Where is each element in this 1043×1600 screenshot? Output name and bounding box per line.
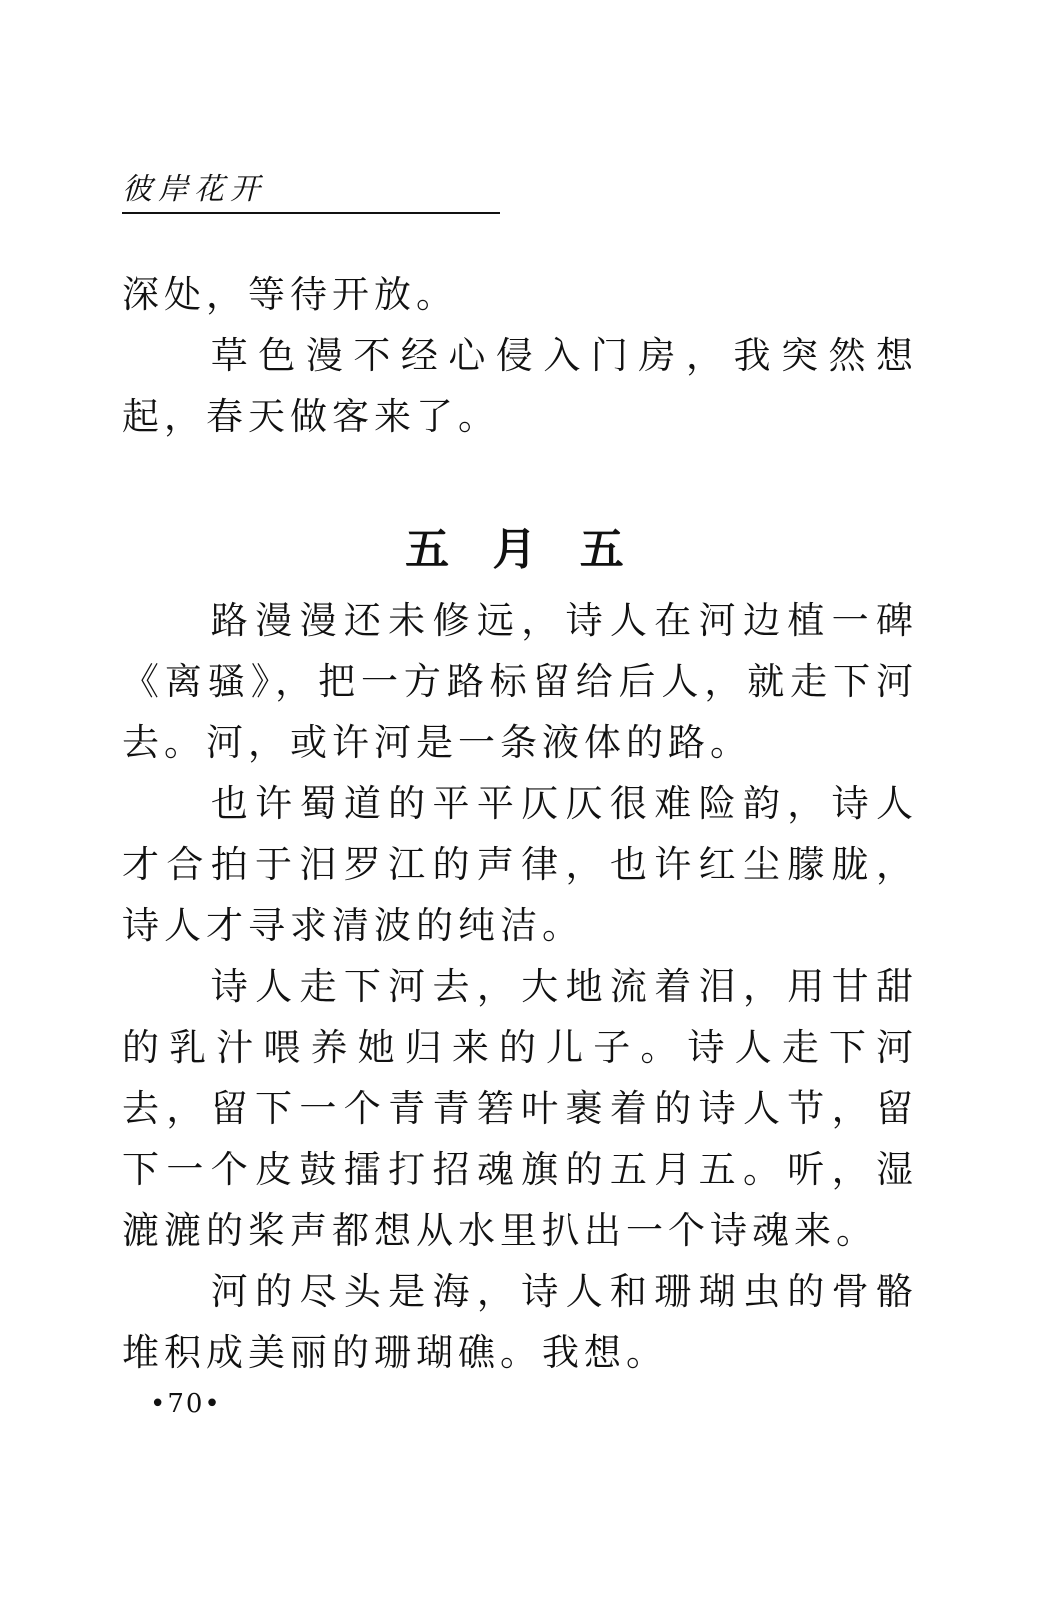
chapter-body <box>122 590 918 1383</box>
previous-section-text <box>122 264 918 447</box>
paragraph: 草色漫不经心侵入门房，我突然想起，春天做客来了。 <box>122 334 918 438</box>
paragraph: 诗人走下河去，大地流着泪，用甘甜的乳汁喂养她归来的儿子。诗人走下河去，留下一个青青箬叶裹着的诗人节，留下一个皮鼓擂打招魂旗的五月五。听，湿漉漉的桨声都想从水里扒出一个诗魂来。 <box>122 965 918 1252</box>
running-head: 彼岸花开 <box>122 172 266 207</box>
page-number: •70• <box>150 1389 222 1419</box>
chapter-title: 五 月 五 <box>405 524 638 575</box>
paragraph: 路漫漫还未修远，诗人在河边植一碑《离骚》，把一方路标留给后人，就走下河去。河，或许河是一条液体的路。 <box>122 599 918 764</box>
paragraph: 河的尽头是海，诗人和珊瑚虫的骨骼堆积成美丽的珊瑚礁。我想。 <box>122 1270 918 1374</box>
paragraph: 也许蜀道的平平仄仄很难险韵，诗人才合拍于汨罗江的声律，也许红尘朦胧，诗人才寻求清波的纯洁。 <box>122 782 918 947</box>
paragraph: 深处，等待开放。 <box>122 273 458 316</box>
header-rule <box>122 212 500 214</box>
